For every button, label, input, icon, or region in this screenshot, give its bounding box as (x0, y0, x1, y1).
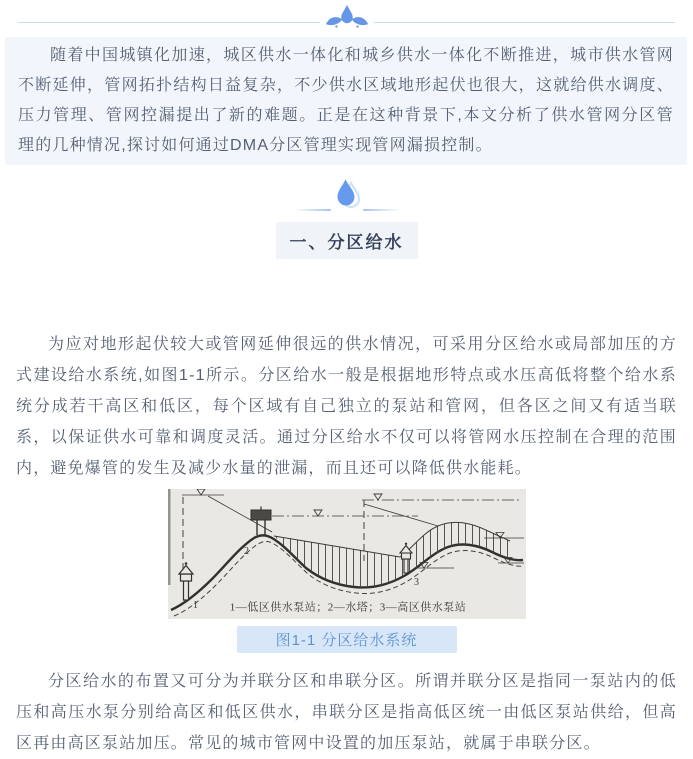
intro-card (5, 37, 687, 165)
paragraph-zoning-types: 分区给水的布置又可分为并联分区和串联分区。所谓并联分区是指同一泵站内的低压和高压水泵分别给高区和低区供水，串联分区是指高低区统一由低区泵站供给，但高区再由高区泵站加压。常见的城市管网中设置的加压泵站，就属于串联分区。 (16, 673, 677, 752)
figure-label-pump-high: 3 (413, 577, 419, 588)
figure-label-pump-low: 1 (192, 600, 198, 611)
figure-label-tower: 2 (243, 546, 249, 557)
figure-caption: 图1-1 分区给水系统 (237, 626, 457, 653)
scan-edge-artifact (168, 489, 171, 585)
intro-paragraph: 随着中国城镇化加速，城区供水一体化和城乡供水一体化不断推进，城市供水管网不断延伸，管网拓扑结构日益复杂，不少供水区域地形起伏也很大，这就给供水调度、压力管理、管网控漏提出了新的难题。正是在这种背景下,本文分析了供水管网分区管理的几种情况,探讨如何通过DMA分区管理实现管网漏损控制。 (18, 47, 674, 154)
section-marker (0, 178, 693, 216)
paragraph-zoning-overview: 为应对地形起伏较大或管网延伸很远的供水情况，可采用分区给水或局部加压的方式建设给水系统,如图1-1所示。分区给水一般是根据地形特点或水压高低将整个给水系统分成若干高区和低区，每个区域有自己独立的泵站和管网，但各区之间又有适当联系，以保证供水可靠和调度灵活。通过分区给水不仅可以将管网水压控制在合理的范围内，避免爆管的发生及减少水量的泄漏，而且还可以降低供水能耗。 (16, 336, 677, 477)
water-drop-icon (333, 178, 360, 218)
zoned-supply-diagram-svg (168, 489, 526, 619)
top-divider (0, 0, 693, 33)
divider-line-right (374, 22, 676, 23)
divider-line-left (18, 22, 320, 23)
marker-line-left (293, 209, 331, 211)
figure-legend: 1—低区供水泵站；2—水塔；3—高区供水泵站 (229, 601, 466, 614)
water-splash-ornament-icon (324, 4, 370, 34)
section-title: 一、分区给水 (276, 222, 418, 259)
figure-diagram (168, 489, 526, 619)
marker-line-right (363, 209, 401, 211)
